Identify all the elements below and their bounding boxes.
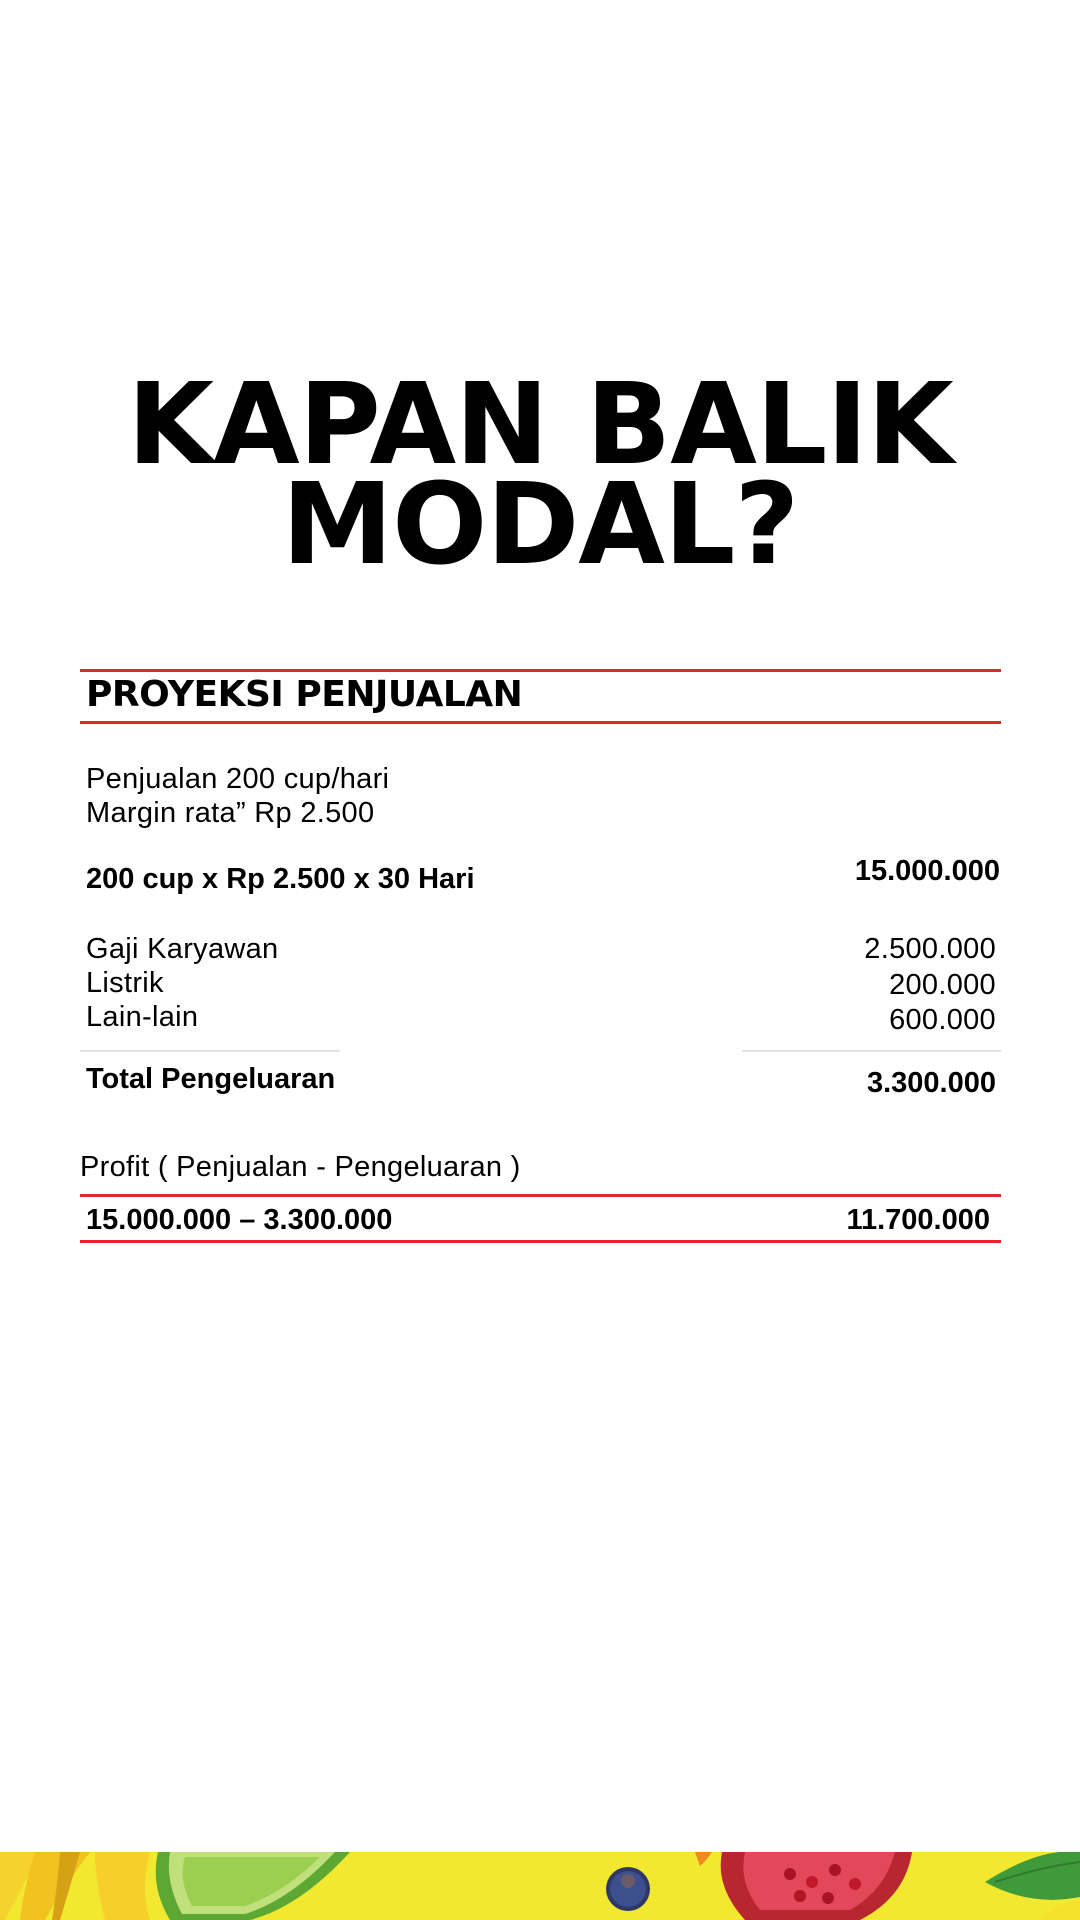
revenue-formula: 200 cup x Rp 2.500 x 30 Hari (86, 863, 475, 895)
divider-right (742, 1050, 1001, 1052)
expense-label-salary: Gaji Karyawan (86, 933, 279, 965)
divider-left (80, 1050, 340, 1052)
profit-caption: Profit ( Penjualan - Pengeluaran ) (80, 1151, 521, 1183)
expense-value-electricity: 200.000 (889, 969, 996, 1001)
expense-value-salary: 2.500.000 (864, 933, 996, 965)
revenue-value: 15.000.000 (854, 855, 1000, 887)
section-bottom-rule (80, 721, 1001, 724)
blueberry-icon (606, 1867, 650, 1911)
assumption-margin: Margin rata” Rp 2.500 (86, 797, 375, 829)
total-expenses-label: Total Pengeluaran (86, 1063, 336, 1095)
section-title: PROYEKSI PENJUALAN (86, 674, 523, 715)
section-top-rule (80, 669, 1001, 672)
profit-formula: 15.000.000 – 3.300.000 (86, 1204, 393, 1236)
leaf-icon (985, 1852, 1080, 1920)
profit-bottom-rule (80, 1240, 1001, 1243)
total-expenses-value: 3.300.000 (866, 1067, 996, 1099)
headline-line-2: MODAL? (281, 460, 799, 590)
headline-line-1: KAPAN BALIK (127, 360, 953, 490)
profit-top-rule (80, 1194, 1001, 1197)
profit-value: 11.700.000 (846, 1204, 990, 1236)
pomegranate-icon (721, 1852, 912, 1920)
expense-label-electricity: Listrik (86, 967, 164, 999)
footer-decor-strip (0, 1852, 1080, 1920)
expense-label-other: Lain-lain (86, 1001, 199, 1033)
expense-value-other: 600.000 (889, 1004, 996, 1036)
assumption-sales: Penjualan 200 cup/hari (86, 763, 390, 795)
lime-icon (156, 1852, 350, 1920)
banana-icon (0, 1852, 150, 1920)
page-title (0, 360, 1080, 590)
